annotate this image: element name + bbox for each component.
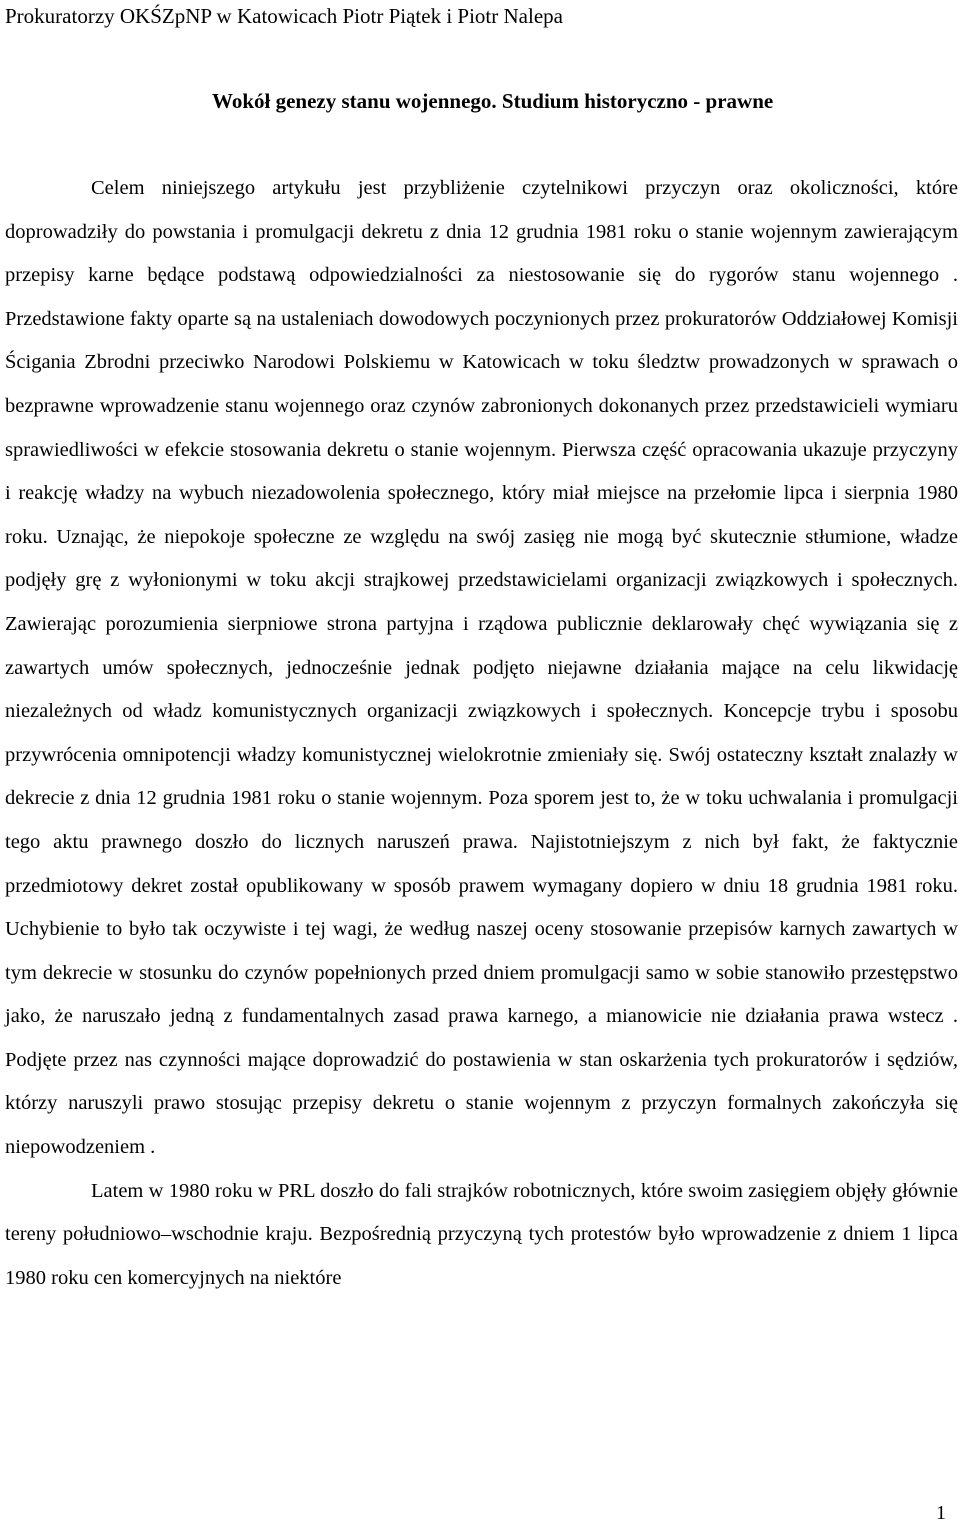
paragraph-second: Latem w 1980 roku w PRL doszło do fali strajków robotnicznych, które swoim zasięgiem objęły głównie tereny południowo–wschodnie kraju. Bezpośrednią przyczyną tych protestów było wprowadzenie z dniem 1 lipca 1980 roku cen komercyjnych na niektóre xyxy=(5,1179,958,1289)
document-title: Wokół genezy stanu wojennego. Studium historyczno - prawne xyxy=(212,89,774,113)
document-header: Prokuratorzy OKŚZpNP w Katowicach Piotr Piątek i Piotr Nalepa xyxy=(5,4,563,28)
document-body xyxy=(5,167,958,1300)
page-number: 1 xyxy=(936,1502,946,1524)
paragraph-intro: Celem niniejszego artykułu jest przybliżenie czytelnikowi przyczyn oraz okoliczności, które doprowadziły do powstania i promulgacji dekretu z dnia 12 grudnia 1981 roku o stanie wojennym zawierającym przepisy karne będące podstawą odpowiedzialności za niestosowanie się do rygorów stanu wojennego . Przedstawione fakty oparte są na ustaleniach dowodowych poczynionych przez prokuratorów Oddziałowej Komisji Ścigania Zbrodni przeciwko Narodowi Polskiemu w Katowicach w toku śledztw prowadzonych w sprawach o bezprawne wprowadzenie stanu wojennego oraz czynów zabronionych dokonanych przez przedstawicieli wymiaru sprawiedliwości w efekcie stosowania dekretu o stanie wojennym. Pierwsza część opracowania ukazuje przyczyny i reakcję władzy na wybuch niezadowolenia społecznego, który miał miejsce na przełomie lipca i sierpnia 1980 roku. Uznając, że niepokoje społeczne ze względu na swój zasięg nie mogą być skutecznie stłumione, władze podjęły grę z wyłonionymi w toku akcji strajkowej przedstawicielami organizacji związkowych i społecznych. Zawierając porozumienia sierpniowe strona partyjna i rządowa publicznie deklarowały chęć wywiązania się z zawartych umów społecznych, jednocześnie jednak podjęto niejawne działania mające na celu likwidację niezależnych od władz komunistycznych organizacji związkowych i społecznych. Koncepcje trybu i sposobu przywrócenia omnipotencji władzy komunistycznej wielokrotnie zmieniały się. Swój ostateczny kształt znalazły w dekrecie z dnia 12 grudnia 1981 roku o stanie wojennym. Poza sporem jest to, że w toku uchwalania i promulgacji tego aktu prawnego doszło do licznych naruszeń prawa. Najistotniejszym z nich był fakt, że faktycznie przedmiotowy dekret został opublikowany w sposób prawem wymagany dopiero w dniu 18 grudnia 1981 roku. Uchybienie to było tak oczywiste i tej wagi, że według naszej oceny stosowanie przepisów karnych zawartych w tym dekrecie w stosunku do czynów popełnionych przed dniem promulgacji samo w sobie stanowiło przestępstwo jako, że naruszało jedną z fundamentalnych zasad prawa karnego, a mianowicie nie działania prawa wstecz . Podjęte przez nas czynności mające doprowadzić do postawienia w stan oskarżenia tych prokuratorów i sędziów, którzy naruszyli prawo stosując przepisy dekretu o stanie wojennym z przyczyn formalnych zakończyła się niepowodzeniem . xyxy=(5,177,958,1159)
